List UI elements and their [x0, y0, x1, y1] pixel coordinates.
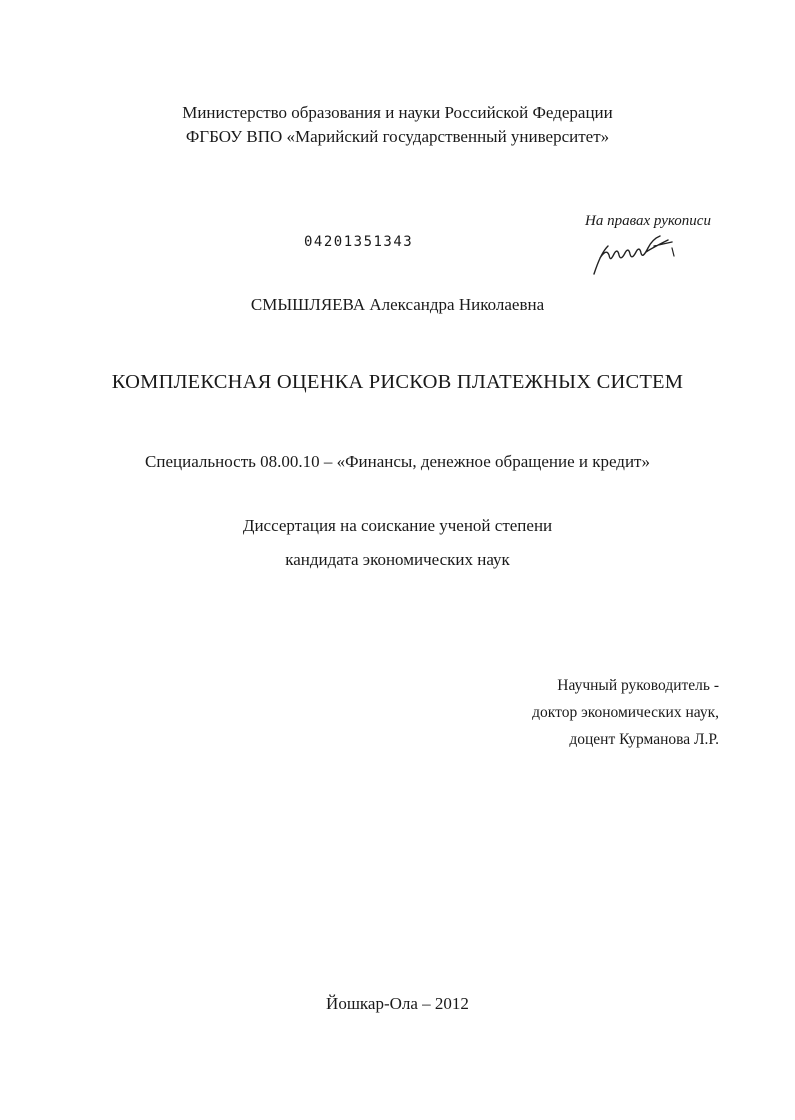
university-heading: ФГБОУ ВПО «Марийский государственный университет» — [185, 127, 610, 146]
supervisor-line-2: доктор экономических наук, — [532, 704, 719, 721]
specialty-line: Специальность 08.00.10 – «Финансы, денежное обращение и кредит» — [145, 452, 650, 471]
document-number-stamp: 04201351343 — [304, 234, 414, 250]
supervisor-line-3: доцент Курманова Л.Р. — [569, 731, 719, 748]
degree-line-2: кандидата экономических наук — [285, 550, 510, 569]
manuscript-note: На правах рукописи — [585, 213, 711, 229]
dissertation-title: КОМПЛЕКСНАЯ ОЦЕНКА РИСКОВ ПЛАТЕЖНЫХ СИСТЕМ — [111, 371, 684, 393]
degree-line-1: Диссертация на соискание ученой степени — [242, 516, 553, 535]
supervisor-line-1: Научный руководитель - — [557, 677, 719, 694]
handwritten-signature — [580, 222, 690, 282]
author-name: СМЫШЛЯЕВА Александра Николаевна — [250, 295, 545, 314]
ministry-heading: Министерство образования и науки Российской Федерации — [182, 103, 613, 122]
city-year: Йошкар-Ола – 2012 — [326, 994, 469, 1013]
